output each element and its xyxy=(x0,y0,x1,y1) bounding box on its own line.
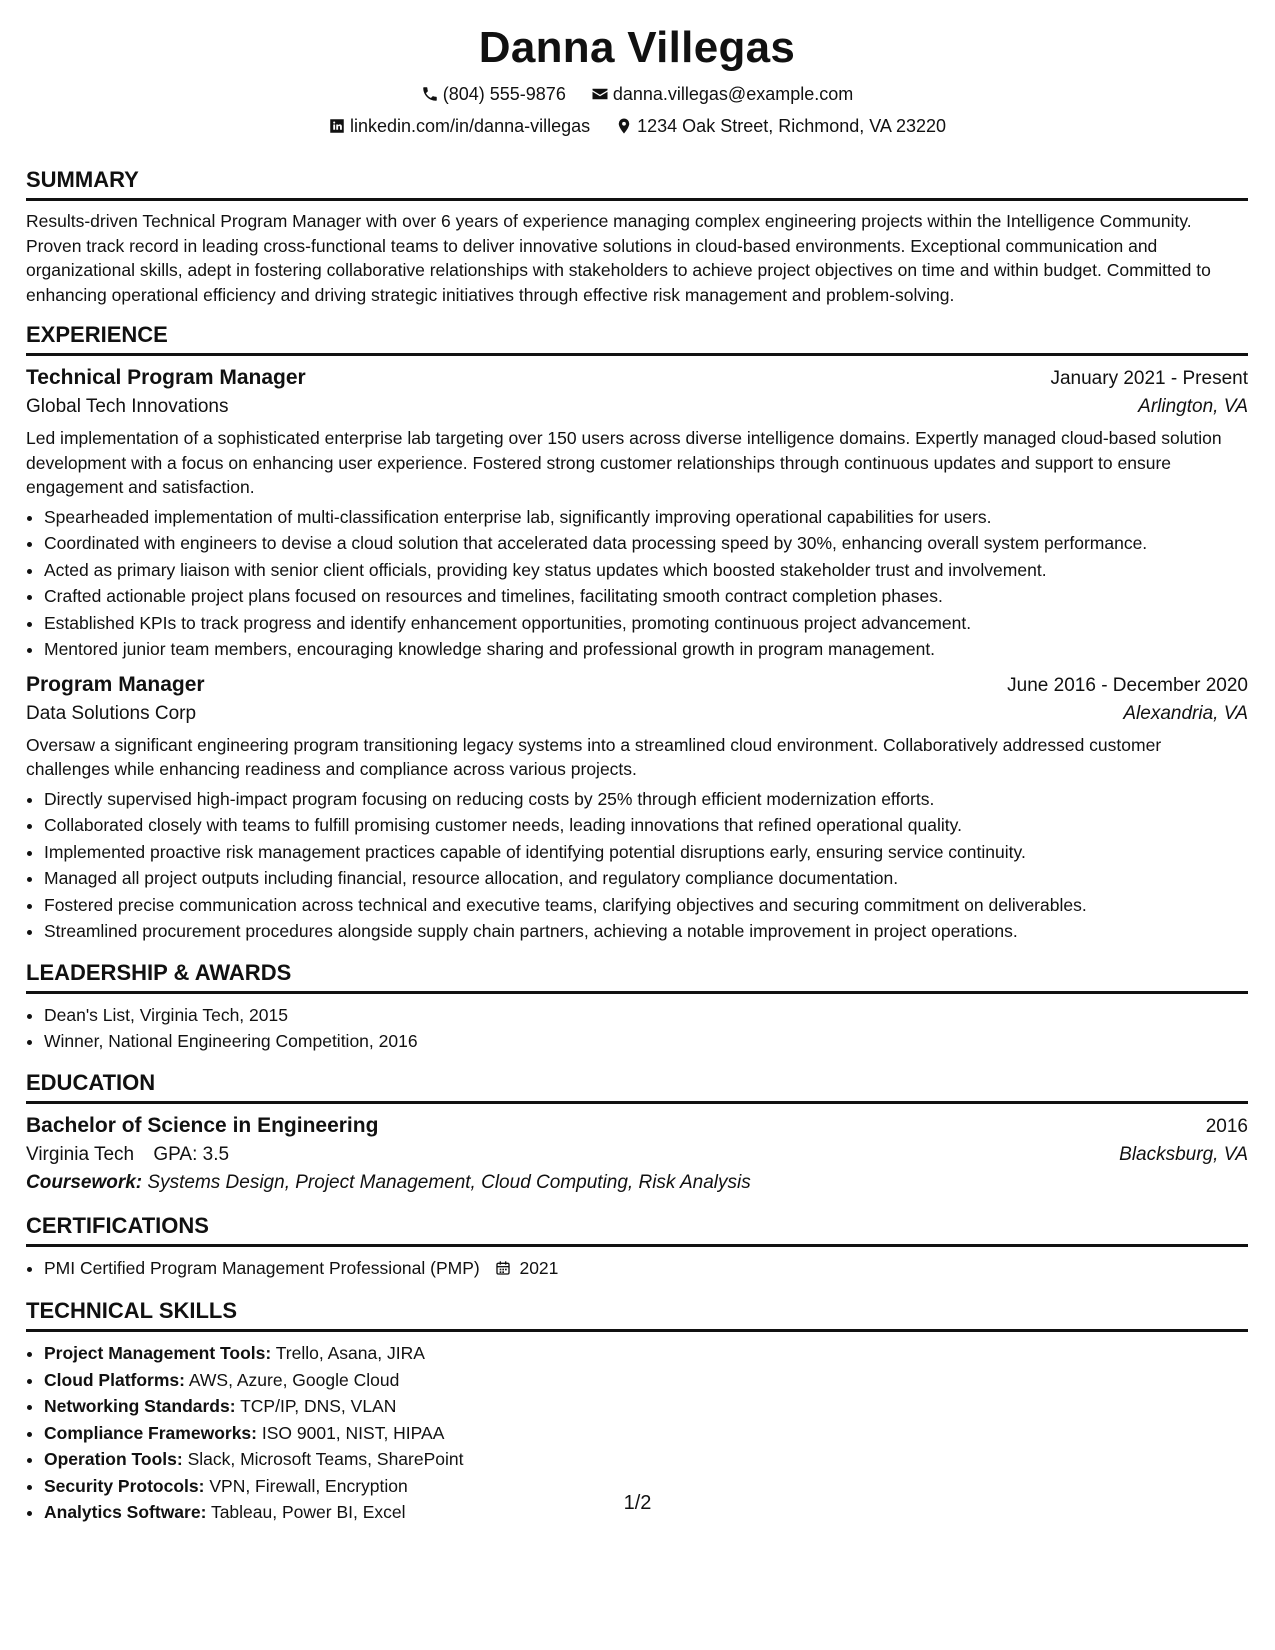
job-bullets xyxy=(26,504,1248,663)
address-text: 1234 Oak Street, Richmond, VA 23220 xyxy=(637,116,946,136)
job-date: January 2021 - Present xyxy=(1050,368,1248,389)
list-item xyxy=(44,1446,1248,1473)
leadership-section xyxy=(26,959,1248,1055)
list-item: • Directly supervised high-impact program focusing on reducing costs by 25% through efficient modernization efforts. xyxy=(44,786,1248,813)
job-title: Technical Program Manager xyxy=(26,366,306,389)
resume-page xyxy=(26,20,1248,1526)
skill-value: TCP/IP, DNS, VLAN xyxy=(240,1396,397,1416)
list-item: • Streamlined procurement procedures alongside supply chain partners, achieving a notable improvement in project operations. xyxy=(44,918,1248,945)
summary-section xyxy=(26,166,1248,307)
list-item: • Winner, National Engineering Competition, 2016 xyxy=(44,1028,1248,1055)
job-title: Program Manager xyxy=(26,672,205,696)
cert-year: 2021 xyxy=(519,1257,559,1278)
job-company: Data Solutions Corp xyxy=(26,702,197,724)
list-item: • Implemented proactive risk management practices capable of identifying potential disruptions early, ensuring service continuity. xyxy=(44,839,1248,866)
coursework-text: Systems Design, Project Management, Cloud Computing, Risk Analysis xyxy=(147,1171,751,1193)
linkedin-icon xyxy=(328,117,346,135)
certifications-list xyxy=(26,1255,1248,1282)
job-location: Arlington, VA xyxy=(1138,396,1248,417)
skill-value: Slack, Microsoft Teams, SharePoint xyxy=(187,1449,464,1469)
education-section xyxy=(26,1069,1248,1194)
list-item xyxy=(44,1340,1248,1367)
contact-phone xyxy=(421,78,566,110)
skill-value: Trello, Asana, JIRA xyxy=(275,1343,425,1363)
section-title-skills: TECHNICAL SKILLS xyxy=(26,1297,1248,1332)
skill-label: Project Management Tools: xyxy=(44,1343,272,1363)
skill-label: Networking Standards: xyxy=(44,1396,236,1416)
skill-label: Security Protocols: xyxy=(44,1475,205,1496)
job-entry xyxy=(26,366,1248,663)
job-date: June 2016 - December 2020 xyxy=(1007,674,1248,696)
job-entry xyxy=(26,673,1248,945)
list-item: • Dean's List, Virginia Tech, 2015 xyxy=(44,1002,1248,1029)
section-title-certifications: CERTIFICATIONS xyxy=(26,1212,1248,1247)
skill-value: AWS, Azure, Google Cloud xyxy=(188,1369,400,1390)
list-item xyxy=(44,1367,1248,1394)
list-item: • Crafted actionable project plans focused on resources and timelines, facilitating smooth contract completion phases. xyxy=(44,583,1248,610)
skill-value: VPN, Firewall, Encryption xyxy=(209,1475,408,1496)
calendar-icon xyxy=(495,1260,511,1276)
degree-title: Bachelor of Science in Engineering xyxy=(26,1113,379,1137)
coursework xyxy=(26,1172,1248,1194)
list-item: • Coordinated with engineers to devise a cloud solution that accelerated data processing speed by 30%, enhancing overall system performance. xyxy=(44,530,1248,557)
skill-value: Tableau, Power BI, Excel xyxy=(210,1502,406,1522)
job-location: Alexandria, VA xyxy=(1123,702,1248,724)
gpa-text: GPA: 3.5 xyxy=(153,1143,230,1165)
list-item xyxy=(44,1420,1248,1447)
candidate-name: Danna Villegas xyxy=(478,23,796,72)
section-title-summary: SUMMARY xyxy=(26,166,1248,201)
coursework-label: Coursework: xyxy=(26,1171,143,1193)
skill-label: Operation Tools: xyxy=(44,1449,183,1469)
skill-value: ISO 9001, NIST, HIPAA xyxy=(261,1422,445,1443)
contact-linkedin[interactable] xyxy=(328,110,590,142)
email-text: danna.villegas@example.com xyxy=(612,84,854,104)
phone-icon xyxy=(421,85,439,103)
experience-section xyxy=(26,321,1248,945)
school-name: Virginia Tech xyxy=(26,1143,135,1165)
cert-name: PMI Certified Program Management Professional (PMP) xyxy=(44,1257,480,1278)
job-bullets xyxy=(26,786,1248,945)
summary-text: Results-driven Technical Program Manager with over 6 years of experience managing complex engineering projects within the Intelligence Community. Proven track record in leading cross-functional teams to deliver innovative solutions in cloud-based environments. Exceptional communication and organizational skills, adept in fostering collaborative relationships with stakeholders to achieve project objectives on time and within budget. Committed to enhancing operational efficiency and driving strategic initiatives through effective risk management and problem-solving. xyxy=(26,211,1211,305)
list-item: • Spearheaded implementation of multi-classification enterprise lab, significantly improving operational capabilities for users. xyxy=(44,504,1248,531)
phone-text: (804) 555-9876 xyxy=(442,84,566,104)
list-item xyxy=(44,1255,1248,1282)
list-item: • Collaborated closely with teams to fulfill promising customer needs, leading innovations that refined operational quality. xyxy=(44,812,1248,839)
section-title-leadership: LEADERSHIP & AWARDS xyxy=(26,959,1248,994)
list-item: • Fostered precise communication across technical and executive teams, clarifying objectives and securing commitment on deliverables. xyxy=(44,892,1248,919)
list-item: • Mentored junior team members, encouraging knowledge sharing and professional growth in program management. xyxy=(44,636,1248,663)
contact-email[interactable] xyxy=(591,78,853,110)
envelope-icon xyxy=(591,85,609,103)
map-pin-icon xyxy=(615,117,633,135)
job-company: Global Tech Innovations xyxy=(26,396,229,417)
job-description: Oversaw a significant engineering program transitioning legacy systems into a streamlined cloud environment. Collaboratively addressed customer challenges while enhancing readiness and compliance across various projects. xyxy=(26,734,1162,779)
skill-label: Compliance Frameworks: xyxy=(44,1422,257,1443)
certifications-section xyxy=(26,1212,1248,1282)
leadership-list xyxy=(26,1002,1248,1055)
list-item xyxy=(44,1393,1248,1420)
contact-address xyxy=(615,110,946,142)
list-item: • Managed all project outputs including financial, resource allocation, and regulatory compliance documentation. xyxy=(44,865,1248,892)
list-item: • Acted as primary liaison with senior client officials, providing key status updates which boosted stakeholder trust and involvement. xyxy=(44,557,1248,584)
list-item: • Established KPIs to track progress and identify enhancement opportunities, promoting continuous project advancement. xyxy=(44,610,1248,637)
graduation-year: 2016 xyxy=(1205,1115,1248,1137)
skill-label: Analytics Software: xyxy=(44,1502,207,1522)
school-location: Blacksburg, VA xyxy=(1119,1143,1248,1165)
contact-info xyxy=(26,78,1248,142)
skill-label: Cloud Platforms: xyxy=(44,1369,185,1390)
job-description: Led implementation of a sophisticated enterprise lab targeting over 150 users across diverse intelligence domains. Expertly managed cloud-based solution development with a focus on enhancing user experience. Fostered strong customer relationships through continuous updates and support to ensure engagement and satisfaction. xyxy=(26,428,1222,497)
linkedin-text: linkedin.com/in/danna-villegas xyxy=(349,116,591,136)
section-title-education: EDUCATION xyxy=(26,1069,1248,1104)
section-title-experience: EXPERIENCE xyxy=(26,321,1248,356)
page-indicator: 1/2 xyxy=(623,1492,652,1514)
